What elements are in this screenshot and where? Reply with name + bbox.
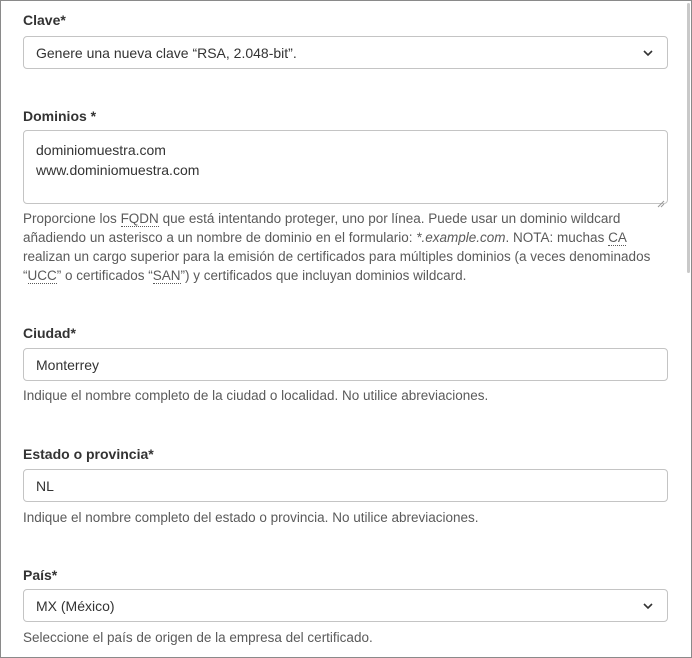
state-help: Indique el nombre completo del estado o provincia. No utilice abreviaciones. <box>23 510 479 525</box>
ucc-abbr: UCC <box>27 268 57 283</box>
domains-textarea[interactable] <box>23 130 668 204</box>
domain-line: dominiomuestra.com <box>36 142 166 158</box>
state-input[interactable] <box>23 469 668 502</box>
country-select[interactable] <box>23 589 668 622</box>
scrollbar[interactable] <box>686 1 690 658</box>
city-input-value: Monterrey <box>36 356 100 373</box>
city-label: Ciudad* <box>23 325 76 341</box>
country-help: Seleccione el país de origen de la empresa del certificado. <box>23 630 373 645</box>
key-select-value: Genere una nueva clave “RSA, 2.048-bit”. <box>36 44 297 61</box>
state-label: Estado o provincia* <box>23 446 154 462</box>
state-input-value: NL <box>36 477 54 494</box>
chevron-down-icon <box>641 599 655 613</box>
san-abbr: SAN <box>152 268 181 283</box>
scrollbar-thumb[interactable] <box>687 3 690 273</box>
ca-abbr: CA <box>608 230 627 245</box>
key-select[interactable] <box>23 36 668 69</box>
city-input[interactable] <box>23 348 668 381</box>
country-label: País* <box>23 567 58 583</box>
domains-label: Dominios * <box>23 108 97 124</box>
resize-handle-icon[interactable] <box>657 193 665 201</box>
country-select-value: MX (México) <box>36 597 115 614</box>
fqdn-abbr: FQDN <box>120 211 159 226</box>
chevron-down-icon <box>641 46 655 60</box>
domain-line: www.dominiomuestra.com <box>36 162 200 178</box>
city-help: Indique el nombre completo de la ciudad o localidad. No utilice abreviaciones. <box>23 388 489 403</box>
example-domain: *.example.com <box>416 230 506 245</box>
domains-help: Proporcione los FQDN que está intentando proteger, uno por línea. Puede usar un dominio wildcard añadiendo un asterisco a un nombre de dominio en el formulario: *.example.com. NOTA: muchas CA realizan un cargo superior para la emisión de certificados para múltiples dominios (a veces denominados “UCC” o certificados “SAN”) y certificados que incluyan dominios wildcard. <box>23 211 651 283</box>
key-label: Clave* <box>23 12 66 28</box>
